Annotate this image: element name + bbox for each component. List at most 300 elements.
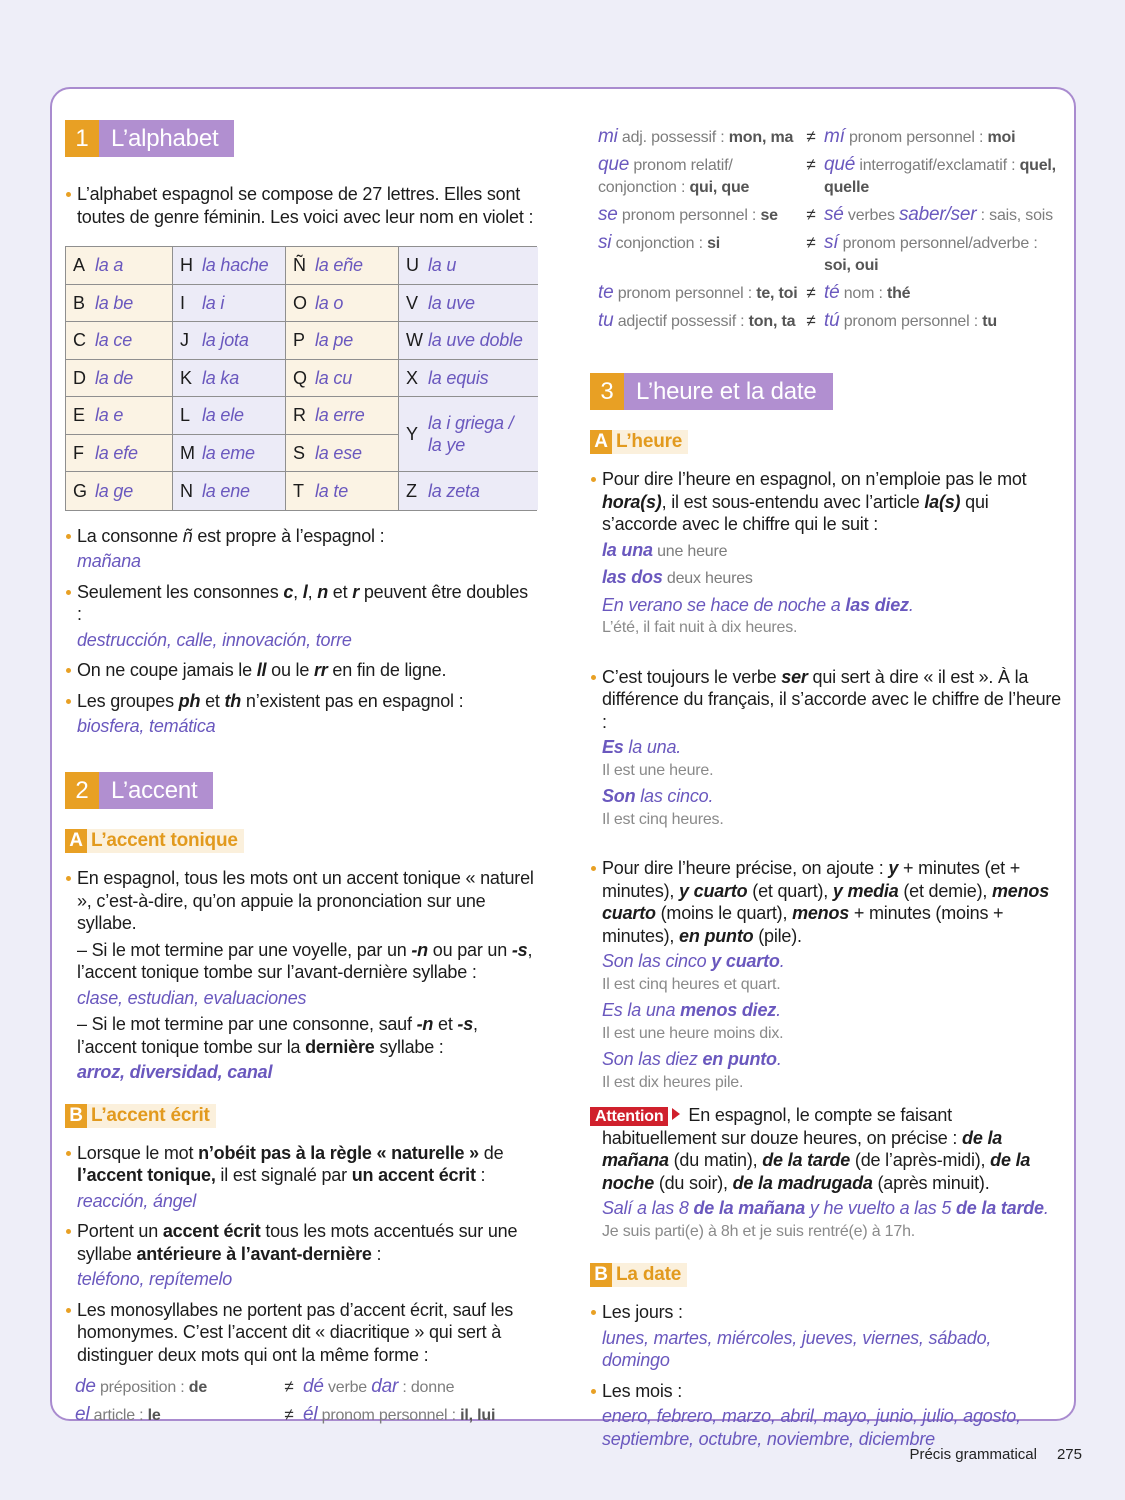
alphabet-cell — [173, 322, 286, 360]
letter-name: la o — [315, 292, 344, 313]
text-segment: il est signalé par — [215, 1165, 352, 1185]
alphabet-cell — [399, 247, 538, 285]
alphabet-cell — [399, 360, 538, 398]
alphabet-cell — [399, 285, 538, 323]
text-segment: – Si le mot termine par une voyelle, par un — [77, 939, 412, 960]
subsection-heading — [65, 829, 244, 853]
text-segment: menos diez — [680, 1000, 777, 1020]
text-segment: tu — [982, 313, 997, 330]
example-text — [590, 736, 1062, 759]
alphabet-table — [65, 246, 537, 511]
indent-paragraph — [65, 939, 537, 984]
text-segment: te — [598, 282, 614, 303]
example-text — [65, 1268, 537, 1291]
section-title: L’alphabet — [99, 120, 234, 157]
subsection-heading — [65, 1104, 216, 1128]
letter: X — [406, 367, 418, 388]
bullet-paragraph — [65, 1142, 537, 1187]
text-segment: si — [598, 232, 612, 253]
text-segment: qui s’accorde avec le chiffre qui le suit : — [602, 491, 989, 534]
letter-name: la hache — [202, 255, 269, 276]
bullet-paragraph — [65, 183, 537, 228]
text-segment: interrogatif/exclamatif : — [855, 157, 1020, 174]
letter: Ñ — [293, 255, 306, 275]
text-segment: peuvent être doubles : — [77, 581, 528, 624]
letter-name: la e — [95, 405, 124, 426]
pair-left — [598, 154, 798, 199]
text-segment: : — [371, 1243, 382, 1264]
text-segment: (du soir), — [654, 1172, 733, 1193]
text-segment: l’accent tonique, — [77, 1165, 216, 1185]
letter: Y — [406, 423, 418, 444]
letter: B — [73, 292, 85, 313]
text-segment: pronom personnel : — [317, 1407, 461, 1424]
text-segment: adjectif possessif : — [613, 313, 749, 330]
alphabet-cell — [286, 397, 399, 435]
section-title: L’heure et la date — [624, 373, 833, 410]
text-segment: : — [475, 1165, 486, 1185]
text-segment: si — [707, 235, 721, 252]
letter-name: la be — [95, 292, 134, 313]
bullet-paragraph — [65, 690, 537, 713]
letter-name: la u — [428, 255, 457, 276]
bullet-paragraph — [590, 857, 1062, 947]
text-segment: pronom personnel : — [839, 313, 983, 330]
text-segment: et — [433, 1014, 458, 1034]
letter: K — [180, 367, 192, 388]
subsection-letter: A — [590, 430, 612, 454]
indent-paragraph — [65, 1013, 537, 1058]
text-segment: th — [224, 690, 242, 711]
text-segment: de — [478, 1142, 504, 1163]
alphabet-cell — [286, 322, 399, 360]
pair-right — [824, 204, 1062, 227]
text-segment: (du matin), — [668, 1150, 763, 1170]
text-segment: enero, febrero, marzo, abril, mayo, junio, julio, agosto, septiembre, octubre, noviembre, diciembre — [602, 1406, 1021, 1449]
text-segment: Les mois : — [602, 1380, 683, 1401]
not-equal-icon: ≠ — [806, 311, 816, 330]
letter-name: la ese — [315, 442, 362, 463]
subsection-letter: B — [590, 1263, 612, 1287]
text-segment: est propre à l’espagnol : — [192, 525, 385, 546]
translation-text: Il est une heure. — [602, 761, 714, 779]
bullet-paragraph — [590, 1380, 1062, 1403]
text-segment: ou par un — [427, 939, 512, 960]
text-segment: ou le — [266, 660, 314, 680]
text-segment: – Si le mot termine par une consonne, sauf — [77, 1014, 417, 1034]
pair-right — [824, 232, 1062, 277]
text-segment: On ne coupe jamais le — [77, 660, 257, 680]
text-segment: de la noche — [602, 1150, 1031, 1193]
text-segment: ton, ta — [748, 313, 796, 330]
text-segment: et — [327, 581, 353, 602]
letter: I — [180, 292, 185, 313]
text-segment: ll — [256, 660, 267, 680]
text-segment: Les monosyllabes ne portent pas d’accent écrit, sauf les homonymes. C’est l’accent dit « diacritique » qui sert à distinguer deux mots qui ont la même forme : — [77, 1299, 514, 1365]
pair-left — [75, 1404, 275, 1427]
text-segment: de la madrugada — [732, 1172, 873, 1193]
text-segment: c — [283, 581, 294, 602]
text-segment: une heure — [652, 542, 728, 560]
text-segment: La consonne — [77, 525, 183, 546]
text-segment: la una — [602, 539, 653, 560]
text-segment: (pile). — [753, 925, 802, 946]
letter: A — [73, 255, 85, 275]
text-segment: ñ — [182, 525, 193, 546]
text-segment: thé — [886, 285, 911, 302]
text-segment: le — [147, 1407, 161, 1424]
text-segment: pronom personnel/adverbe : — [838, 235, 1038, 252]
alphabet-cell — [173, 435, 286, 473]
example-text — [65, 715, 537, 738]
text-segment: (et quart), — [747, 880, 833, 901]
text-segment: dernière — [305, 1036, 375, 1057]
arrow-right-icon — [672, 1108, 680, 1120]
text-segment: dé — [303, 1376, 324, 1397]
text-segment: syllabe : — [374, 1036, 444, 1057]
text-segment: moi — [987, 129, 1016, 146]
letter-name: la pe — [315, 330, 354, 351]
text-segment: pronom personnel : — [613, 285, 757, 302]
letter: P — [293, 330, 305, 350]
alphabet-cell — [66, 322, 173, 360]
text-segment: , l’accent tonique tombe sur l’avant-dernière syllabe : — [77, 939, 533, 982]
text-segment: la(s) — [924, 491, 961, 512]
text-segment: , — [293, 581, 303, 602]
letter: C — [73, 330, 86, 350]
translation-text: Il est dix heures pile. — [602, 1073, 744, 1091]
letter: M — [180, 442, 195, 463]
text-segment: Es la una — [602, 1000, 681, 1020]
text-segment: Es — [602, 737, 624, 757]
text-segment: en punto — [702, 1049, 777, 1069]
text-segment: il, lui — [460, 1407, 496, 1424]
text-segment: n — [317, 581, 328, 602]
letter-name: la te — [315, 480, 349, 501]
letter: F — [73, 442, 84, 463]
alphabet-cell — [399, 472, 538, 510]
translation-text: Il est cinq heures. — [602, 810, 724, 828]
not-equal-icon: ≠ — [806, 155, 816, 174]
text-segment: hora(s) — [602, 491, 662, 512]
letter-name: la cu — [315, 367, 353, 388]
text-segment: (de l’après-midi), — [850, 1150, 991, 1170]
letter: W — [406, 330, 423, 350]
text-segment: nom : — [839, 285, 887, 302]
pair-left — [598, 126, 798, 149]
translation-text: Il est une heure moins dix. — [602, 1024, 784, 1042]
text-segment: mi — [598, 126, 618, 147]
text-segment: la una. — [623, 737, 682, 757]
text-segment: Pour dire l’heure précise, on ajoute : — [602, 858, 889, 878]
text-segment: qui sert à dire « il est ». À la différence du français, il s’accorde avec le chiffre de l’heure : — [602, 666, 1061, 732]
letter: S — [293, 442, 305, 463]
text-segment: : sais, sois — [976, 207, 1053, 224]
text-segment: sé — [824, 204, 844, 225]
subsection-letter: A — [65, 829, 87, 853]
section-heading — [65, 772, 213, 809]
subsection-title: L’heure — [616, 431, 683, 452]
alphabet-cell — [286, 472, 399, 510]
example-text — [590, 1197, 1062, 1220]
section-alphabet — [65, 120, 537, 738]
section-number: 1 — [65, 120, 99, 157]
section-heading — [65, 120, 234, 157]
text-segment: -n — [416, 1014, 434, 1034]
text-segment: . — [776, 1000, 781, 1020]
text-segment: tú — [824, 310, 840, 331]
attention-note — [590, 1104, 1062, 1194]
text-segment: y he vuelto a las 5 — [805, 1198, 957, 1218]
letter-name: la uve — [428, 292, 475, 313]
text-segment: y media — [832, 880, 899, 901]
example-text — [590, 1405, 1062, 1450]
section-title: L’accent — [99, 772, 213, 809]
text-segment: deux heures — [662, 570, 753, 587]
example-text — [65, 629, 537, 652]
text-segment: -s — [457, 1014, 474, 1034]
pair-left — [598, 232, 798, 277]
text-segment: quel, quelle — [824, 157, 1056, 196]
section-number: 2 — [65, 772, 99, 809]
text-segment: : donne — [398, 1379, 455, 1396]
text-segment: mí — [824, 126, 845, 147]
text-segment: pronom relatif/ conjonction : — [598, 157, 733, 196]
alphabet-cell — [173, 285, 286, 323]
text-segment: préposition : — [95, 1379, 189, 1396]
letter: J — [180, 330, 189, 350]
letter-name: la ge — [95, 480, 134, 501]
alphabet-cell — [66, 360, 173, 398]
text-segment: , — [307, 581, 318, 602]
text-segment: verbes — [843, 207, 899, 224]
text-segment: pronom personnel : — [617, 207, 761, 224]
text-segment: qué — [824, 154, 856, 175]
text-segment: En espagnol, tous les mots ont un accent tonique « naturel », c’est-à-dire, qu’on appuie la prononciation sur une syllabe. — [77, 868, 534, 933]
letter: E — [73, 405, 85, 425]
letter: H — [180, 255, 193, 275]
text-segment: arroz, diversidad, canal — [77, 1062, 273, 1082]
alphabet-cell — [66, 472, 173, 510]
text-segment: Portent un — [77, 1221, 163, 1241]
not-equal-icon: ≠ — [806, 127, 816, 146]
text-segment: de la tarde — [956, 1198, 1044, 1218]
alphabet-cell — [66, 247, 173, 285]
bullet-paragraph — [65, 1220, 537, 1265]
text-segment: té — [824, 282, 840, 303]
accent-pairs — [598, 126, 1062, 333]
text-segment: En espagnol, le compte se faisant habituellement sur douze heures, on précise : — [602, 1105, 963, 1148]
text-segment: r — [352, 581, 360, 602]
alphabet-cell — [173, 472, 286, 510]
section-heading — [590, 373, 833, 410]
alphabet-cell — [399, 322, 538, 360]
text-segment: . — [779, 951, 785, 971]
text-segment: Salí a las 8 — [602, 1198, 694, 1218]
text-segment: En verano se hace de noche a — [602, 594, 846, 615]
text-segment: pronom personnel : — [844, 129, 988, 146]
spacer — [590, 1243, 1062, 1261]
text-segment: antérieure à l’avant-dernière — [136, 1243, 372, 1264]
text-segment: y cuarto — [679, 880, 748, 901]
bullet-paragraph — [590, 468, 1062, 536]
footer-section: Précis grammatical — [909, 1446, 1037, 1463]
letter-name: la ka — [202, 367, 240, 388]
example-text — [65, 987, 537, 1010]
text-segment: un accent écrit — [351, 1165, 476, 1185]
diacritic-pairs — [598, 116, 1062, 333]
text-segment: en punto — [679, 925, 754, 946]
text-segment: Pour dire l’heure en espagnol, on n’emploie pas le mot — [602, 469, 1027, 489]
letter-name: la ele — [202, 405, 244, 426]
text-segment: qui, que — [689, 179, 750, 196]
text-segment: las cinco. — [635, 786, 714, 806]
text-segment: se — [760, 207, 778, 224]
not-equal-icon: ≠ — [806, 233, 816, 252]
text-segment: . — [908, 594, 914, 615]
text-segment: , l’accent tonique tombe sur la — [77, 1014, 478, 1057]
text-segment: Seulement les consonnes — [77, 581, 284, 602]
text-segment: las diez — [845, 594, 909, 615]
text-segment: adj. possessif : — [617, 129, 729, 146]
text-segment: de la mañana — [693, 1198, 806, 1218]
translation-text: Il est cinq heures et quart. — [602, 975, 781, 993]
bullet-paragraph — [65, 1299, 537, 1367]
not-equal-icon: ≠ — [284, 1377, 294, 1396]
text-segment: él — [303, 1404, 318, 1425]
text-segment: Son las cinco — [602, 951, 712, 971]
section-number: 3 — [590, 373, 624, 410]
alphabet-cell — [286, 360, 399, 398]
example-text — [590, 539, 1062, 564]
text-segment: lunes, martes, miércoles, jueves, viernes, sábado, domingo — [602, 1327, 992, 1370]
translation-text: Je suis parti(e) à 8h et je suis rentré(e) à 17h. — [602, 1222, 916, 1240]
bullet-paragraph — [65, 525, 537, 548]
example-text — [65, 1190, 537, 1213]
text-segment: Les jours : — [602, 1302, 683, 1322]
letter: U — [406, 255, 419, 275]
text-segment: tous les mots accentués sur une syllabe — [77, 1221, 518, 1264]
pair-left — [75, 1376, 275, 1399]
text-segment: verbe — [323, 1379, 372, 1396]
alphabet-cell — [173, 247, 286, 285]
text-segment: sí — [824, 232, 839, 253]
letter: N — [180, 480, 193, 501]
subsection-title: L’accent tonique — [91, 830, 238, 851]
text-segment: y — [888, 858, 899, 878]
text-segment: , il est sous-entendu avec l’article — [661, 491, 925, 512]
pair-right — [824, 154, 1062, 199]
text-segment: rr — [313, 660, 328, 680]
section-heure-date — [590, 373, 1062, 1450]
text-segment: Son las diez — [602, 1049, 703, 1069]
text-segment: de la tarde — [762, 1150, 851, 1170]
not-equal-icon: ≠ — [806, 205, 816, 224]
pair-left — [598, 310, 798, 333]
spacer — [590, 831, 1062, 849]
text-segment: de la mañana — [602, 1127, 1003, 1170]
example-text — [590, 1327, 1062, 1372]
letter-name: la eme — [202, 442, 255, 463]
text-segment: reacción, ángel — [77, 1190, 197, 1211]
subsection-title: L’accent écrit — [91, 1104, 210, 1126]
pair-right — [824, 282, 1062, 305]
letter: D — [73, 367, 86, 388]
text-segment: y cuarto — [711, 951, 780, 971]
letter: T — [293, 480, 304, 501]
bullet-paragraph — [65, 867, 537, 935]
example-text — [590, 999, 1062, 1022]
letter: L — [180, 405, 190, 425]
alphabet-cell — [66, 397, 173, 435]
text-segment: (moins le quart), — [655, 903, 793, 923]
page-number: 275 — [1056, 1446, 1082, 1463]
letter: R — [293, 405, 306, 425]
alphabet-cell — [173, 397, 286, 435]
letter-name: la i — [202, 292, 225, 313]
text-segment: menos cuarto — [602, 880, 1050, 923]
not-equal-icon: ≠ — [284, 1405, 294, 1424]
letter-name: la ene — [202, 480, 250, 501]
text-segment: L’alphabet espagnol se compose de 27 lettres. Elles sont toutes de genre féminin. Les voici avec leur nom en violet : — [77, 184, 534, 227]
letter-name: la uve doble — [428, 330, 523, 351]
letter: O — [293, 292, 307, 313]
text-segment: se — [598, 204, 618, 225]
text-segment: clase, estudian, evaluaciones — [77, 987, 307, 1008]
letter-name: la jota — [202, 330, 249, 351]
letter-name: la de — [95, 367, 134, 388]
text-segment: biosfera, temática — [77, 716, 216, 736]
example-text — [590, 950, 1062, 973]
letter: Q — [293, 367, 307, 388]
text-segment: las dos — [602, 567, 663, 587]
text-segment: el — [75, 1404, 90, 1425]
bullet-paragraph — [65, 581, 537, 626]
letter: V — [406, 292, 418, 313]
example-text — [65, 1061, 537, 1084]
letter-name: la erre — [315, 405, 365, 426]
text-segment: de — [188, 1379, 208, 1396]
subsection-title: La date — [616, 1264, 682, 1285]
not-equal-icon: ≠ — [806, 283, 816, 302]
letter-name: la equis — [428, 367, 489, 388]
example-text — [65, 550, 537, 573]
text-segment: dar — [371, 1376, 399, 1397]
alphabet-cell — [399, 397, 538, 472]
alphabet-cell — [286, 285, 399, 323]
bullet-paragraph — [590, 666, 1062, 734]
text-segment: en fin de ligne. — [327, 660, 447, 680]
letter: G — [73, 480, 87, 501]
text-segment: -s — [511, 939, 528, 960]
example-text — [590, 594, 1062, 617]
text-segment: -n — [411, 939, 428, 960]
alphabet-cell — [286, 435, 399, 473]
text-segment: soi, oui — [824, 257, 879, 274]
bullet-paragraph — [65, 659, 537, 682]
pair-right — [303, 1376, 537, 1399]
text-segment: Son — [602, 786, 636, 806]
example-text — [590, 1048, 1062, 1071]
text-segment: . — [1043, 1198, 1049, 1218]
pair-right — [824, 126, 1062, 149]
alphabet-cell — [66, 435, 173, 473]
example-text — [590, 566, 1062, 591]
letter-name: la a — [95, 255, 124, 276]
alphabet-cell — [66, 285, 173, 323]
text-segment: de — [75, 1376, 96, 1397]
text-segment: Lorsque le mot — [77, 1142, 199, 1163]
